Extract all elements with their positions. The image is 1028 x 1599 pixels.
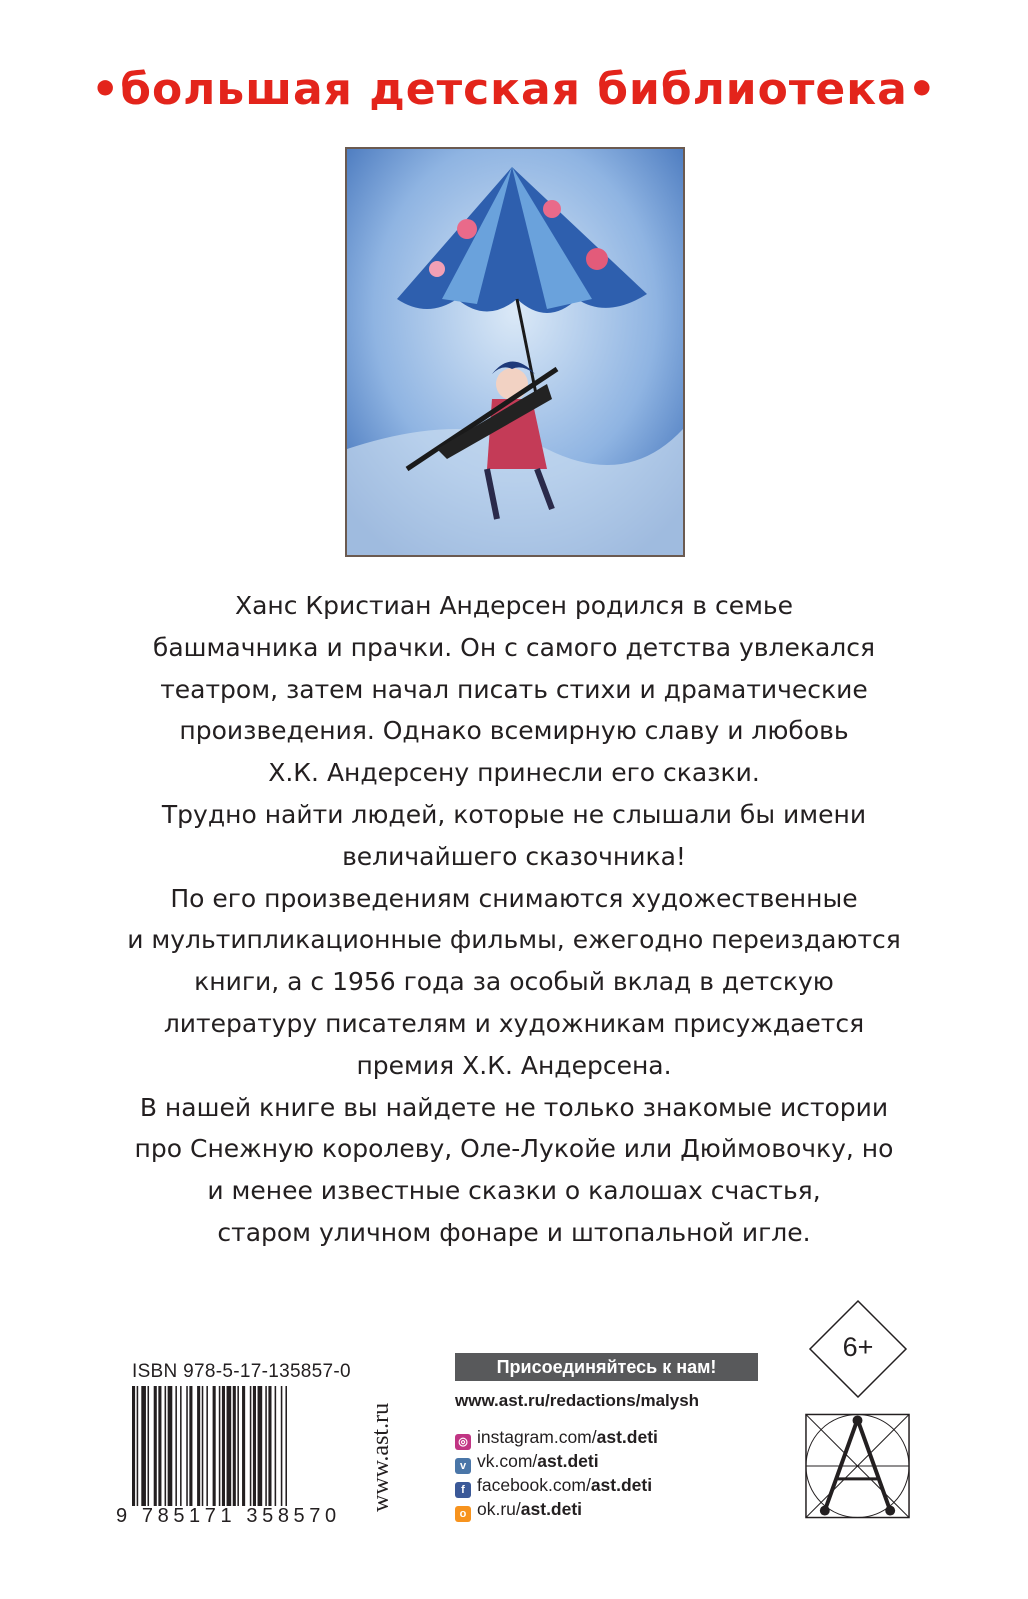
- blurb-line: театром, затем начал писать стихи и драматические: [160, 674, 868, 704]
- instagram-icon: ◎: [455, 1434, 471, 1450]
- social-prefix: instagram.com/: [477, 1427, 597, 1447]
- barcode-bar: [253, 1386, 256, 1506]
- barcode-bar: [137, 1386, 139, 1506]
- blurb-line: Ханс Кристиан Андерсен родился в семье: [234, 591, 794, 620]
- barcode-bar: [186, 1386, 188, 1506]
- social-instagram[interactable]: [455, 1425, 775, 1449]
- barcode-bar: [165, 1386, 167, 1506]
- barcode-bar: [265, 1386, 267, 1506]
- facebook-icon: f: [455, 1482, 471, 1498]
- barcode-bar: [213, 1386, 216, 1506]
- blurb-line: про Снежную королеву, Оле-Лукойе или Дюймовочку, но: [134, 1134, 894, 1164]
- social-ok[interactable]: [455, 1497, 775, 1521]
- social-handle: ast.deti: [590, 1475, 653, 1495]
- social-prefix: vk.com/: [477, 1451, 538, 1471]
- barcode-bar: [242, 1386, 245, 1506]
- blurb-line: Трудно найти людей, которые не слышали бы имени: [161, 799, 867, 829]
- blurb-line: произведения. Однако всемирную славу и любовь: [179, 716, 849, 746]
- isbn-number: ISBN 978-5-17-135857-0: [132, 1361, 351, 1382]
- barcode-bar: [258, 1386, 263, 1506]
- series-title: •большая детская библиотека•: [91, 64, 937, 115]
- barcode-bar: [141, 1386, 146, 1506]
- barcode-bar: [154, 1386, 157, 1506]
- social-facebook[interactable]: [455, 1473, 775, 1497]
- website-link[interactable]: www.ast.ru/redactions/malysh: [455, 1391, 700, 1410]
- ast-website-vertical[interactable]: www.ast.ru: [368, 1402, 394, 1512]
- blurb-line: Х.К. Андерсену принесли его сказки.: [268, 758, 760, 788]
- blurb-line: башмачника и прачки. Он с самого детства увлекался: [152, 632, 876, 662]
- barcode-bar: [175, 1386, 177, 1506]
- blurb-line: литературу писателям и художникам присуждается: [163, 1008, 865, 1038]
- social-prefix: ok.ru/: [477, 1499, 521, 1519]
- blurb-line: По его произведениям снимаются художественные: [170, 883, 858, 913]
- vk-icon: v: [455, 1458, 471, 1474]
- barcode-bar: [233, 1386, 236, 1506]
- barcode-bar: [227, 1386, 232, 1506]
- barcode-bar: [189, 1386, 192, 1506]
- social-handle: ast.deti: [596, 1427, 658, 1447]
- blurb-line: книги, а с 1956 года за особый вклад в детскую: [194, 967, 834, 997]
- barcode-bar: [281, 1386, 283, 1506]
- barcode-bar: [219, 1386, 221, 1506]
- barcode-digits: 9 785171 358570: [116, 1505, 341, 1527]
- social-handle: ast.deti: [520, 1499, 583, 1519]
- blurb-line: и мультипликационные фильмы, ежегодно переиздаются: [127, 925, 901, 955]
- social-handle: ast.deti: [537, 1451, 599, 1471]
- barcode-bar: [237, 1386, 239, 1506]
- join-us-banner: Присоединяйтесь к нам!: [455, 1353, 758, 1381]
- barcode-bar: [180, 1386, 182, 1506]
- barcode-bar: [268, 1386, 271, 1506]
- barcode-bar: [202, 1386, 204, 1506]
- blurb-text: [120, 585, 908, 1254]
- social-prefix: facebook.com/: [477, 1475, 591, 1495]
- barcode-bar: [158, 1386, 161, 1506]
- publisher-logo-icon: [803, 1411, 912, 1521]
- blurb-line: и менее известные сказки о калошах счастья,: [207, 1176, 821, 1206]
- blurb-line: премия Х.К. Андерсена.: [356, 1050, 672, 1080]
- cover-illustration: [345, 147, 685, 557]
- barcode-bar: [206, 1386, 208, 1506]
- barcode-bar: [222, 1386, 225, 1506]
- barcode-bar: [168, 1386, 173, 1506]
- barcode-bar: [285, 1386, 287, 1506]
- barcode: [132, 1386, 358, 1506]
- blurb-line: величайшего сказочника!: [342, 841, 686, 871]
- barcode-bar: [250, 1386, 252, 1506]
- barcode-bar: [275, 1386, 277, 1506]
- barcode-bar: [197, 1386, 200, 1506]
- age-rating-text: 6+: [842, 1332, 874, 1362]
- blurb-line: старом уличном фонаре и штопальной игле.: [217, 1217, 811, 1247]
- social-vk[interactable]: [455, 1449, 775, 1473]
- ok-icon: o: [455, 1506, 471, 1522]
- barcode-bar: [148, 1386, 150, 1506]
- barcode-bar: [132, 1386, 135, 1506]
- blurb-line: В нашей книге вы найдете не только знакомые истории: [139, 1092, 889, 1122]
